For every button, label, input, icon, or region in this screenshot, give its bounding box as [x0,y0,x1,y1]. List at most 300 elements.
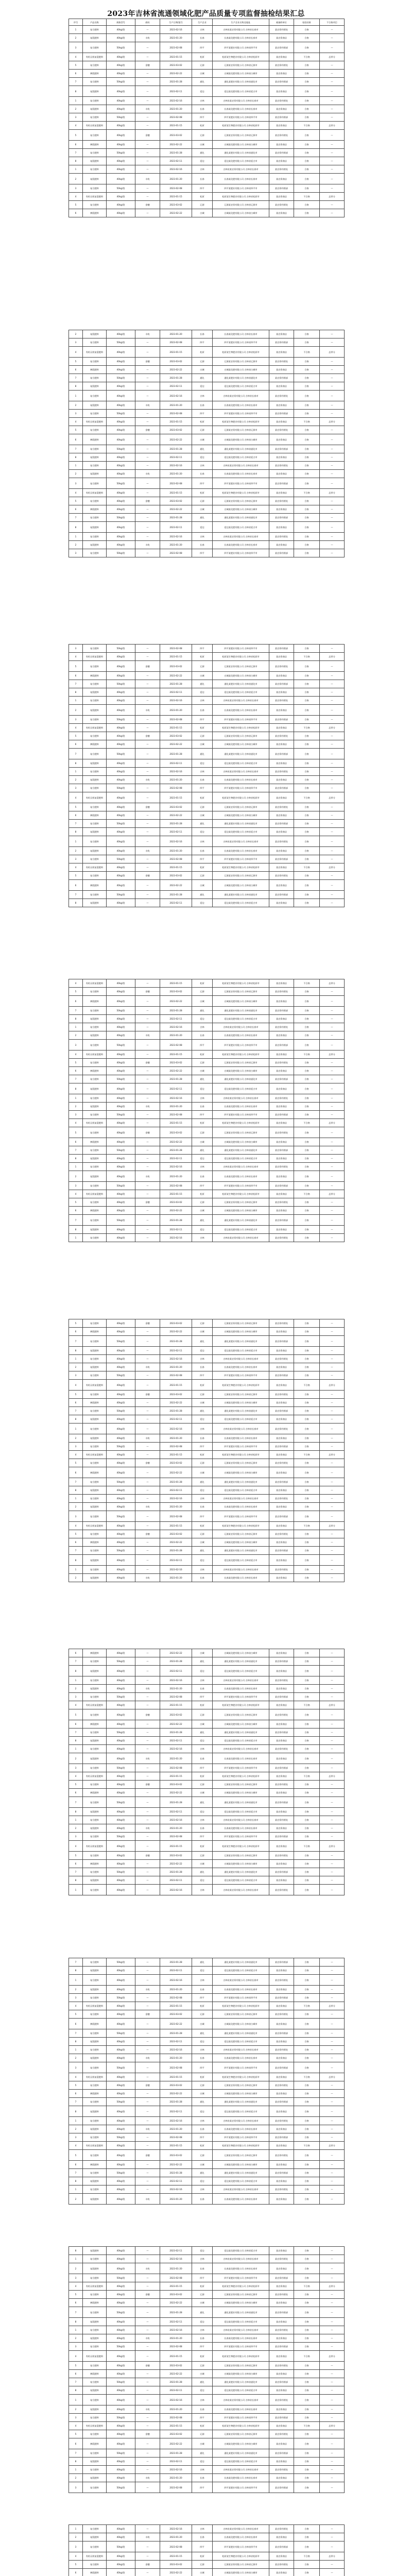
table-cell: — [135,209,160,217]
table-cell: 合格 [294,1163,320,1171]
table-cell: 40kg/袋 [107,1363,135,1371]
table-cell: — [135,645,160,653]
table-cell: 某农资商店 [269,1522,294,1530]
table-cell: — [135,141,160,149]
table-cell: 合格 [294,1566,320,1574]
table-cell: 2023-01-15 [160,1190,192,1198]
table-cell: 40kg/袋 [107,1434,135,1443]
table-row [69,1347,345,1355]
table-cell: 延边某化肥有限公司 吉林省延吉市 [213,1555,269,1566]
table-row [69,445,345,453]
table-cell: 复合肥料 [83,680,107,688]
table-cell: 长春某化肥有限公司 吉林省长春市 [213,705,269,716]
table-cell: 合格 [294,70,320,78]
table-cell: 复合肥料 [83,514,107,522]
table-row [69,1059,345,1067]
table-cell: 白城 [192,2370,213,2378]
table-cell: — [320,2405,345,2414]
table-row [69,1657,345,1666]
table-cell: 合格 [294,2307,320,2318]
table-cell: 2023-01-20 [160,401,192,410]
table-cell: 合格 [294,1728,320,1737]
table-cell: 复混肥料 [83,776,107,784]
table-cell: 2023-03-02 [160,1530,192,1538]
table-cell: 通化 [192,749,213,759]
table-cell: — [135,1182,160,1190]
table-cell: 2023-01-20 [160,1103,192,1111]
table-cell: 2023-02-11 [160,2458,192,2466]
table-cell: 5 [69,1852,83,1860]
table-cell: 某农资经销部 [269,549,294,557]
table-cell: 40kg/袋 [107,2438,135,2449]
table-cell: — [320,2019,345,2029]
table-cell: 松原某生物肥业有限公司 吉林省松原市 [213,418,269,426]
table-cell: 合格 [294,2343,320,2351]
table-cell: — [135,522,160,533]
table-cell: 某农资经销部 [269,1478,294,1486]
table-cell: 某农资经销部 [269,1146,294,1155]
table-cell: — [320,1566,345,1574]
table-row [69,653,345,661]
table-cell: 白城 [192,880,213,891]
table-cell: 吉林省某农资有限公司 吉林省长春市 [213,768,269,776]
table-row [69,201,345,209]
table-cell: 延边 [192,1486,213,1495]
table-cell: 5 [69,1198,83,1207]
table-cell: 3 [69,1994,83,2002]
table-cell: 有机无机复混肥料 [83,1119,107,1127]
table-row [69,1737,345,1745]
table-cell: 40kg/袋 [107,2458,135,2466]
table-cell: 某农资经销部 [269,645,294,653]
table-cell: 2023-02-11 [160,1737,192,1745]
table-cell: 1 [69,1423,83,1434]
table-cell: 合格 [294,1399,320,1407]
table-cell: 通化某肥业有限公司 吉林省通化市 [213,445,269,453]
table-cell: 6 [69,2438,83,2449]
table-cell: 2023-02-08 [160,184,192,193]
table-cell: 长春 [192,1574,213,1582]
table-cell: 丰收 [135,1031,160,1040]
table-cell: 2023-02-22 [160,209,192,217]
table-cell: 2023-03-02 [160,661,192,672]
table-cell: 2023-02-11 [160,86,192,97]
table-cell: 丰收 [135,2125,160,2133]
table-cell: 5 [69,1319,83,1328]
table-cell: 总养分 [320,1380,345,1391]
table-cell: 8 [69,2106,83,2117]
table-cell: — [320,533,345,541]
table-cell: 2023-02-08 [160,338,192,347]
table-cell: 合格 [294,514,320,522]
table-cell: 8 [69,2458,83,2466]
table-cell: 延边某化肥有限公司 吉林省延吉市 [213,86,269,97]
table-cell: 40kg/袋 [107,2422,135,2430]
table-cell: 复合肥料 [83,338,107,347]
table-cell: 有机无机复混肥料 [83,1451,107,1459]
table-cell: — [135,653,160,661]
table-cell: 四平某肥业有限公司 吉林省四平市 [213,2414,269,2422]
table-cell: 松原某生物肥业有限公司 吉林省松原市 [213,2142,269,2150]
result-table-page [68,1319,344,1582]
table-cell: 8 [69,522,83,533]
table-cell: 40kg/袋 [107,434,135,445]
table-cell: 40kg/袋 [107,2255,135,2263]
table-cell: 3 [69,2414,83,2422]
table-row [69,1852,345,1860]
table-cell: 长春 [192,847,213,855]
table-cell: 2023-01-15 [160,1701,192,1709]
table-cell: 合格 [294,1574,320,1582]
table-cell: 复混肥料 [83,174,107,184]
table-cell: — [320,201,345,209]
table-cell: 吉林 [192,2046,213,2054]
table-cell: 某农资商店 [269,1328,294,1336]
table-cell: 合格 [294,2194,320,2205]
table-cell: 长春 [192,1363,213,1371]
table-cell: 2023-02-11 [160,522,192,533]
table-cell: 40kg/袋 [107,2318,135,2326]
table-cell: 某农资商店 [269,1363,294,1371]
table-cell: — [320,1860,345,1868]
table-cell: 1 [69,1975,83,1986]
table-cell: — [320,680,345,688]
table-cell: 50kg/袋 [107,891,135,899]
table-cell: 某农资商店 [269,105,294,113]
table-cell: — [320,2054,345,2062]
table-cell: 某农资经销处 [269,97,294,105]
table-cell: 合格 [294,1138,320,1146]
table-cell: 40kg/袋 [107,2010,135,2019]
table-cell: 四平某肥业有限公司 吉林省四平市 [213,1994,269,2002]
table-cell: — [320,86,345,97]
table-cell: 8 [69,86,83,97]
table-cell: 合格 [294,828,320,836]
table-cell: 四平某肥业有限公司 吉林省四平市 [213,2541,269,2552]
table-cell: 四平 [192,2541,213,2552]
table-cell: — [320,784,345,792]
table-cell: 复合肥料 [83,1407,107,1415]
table-cell: 长春 [192,1753,213,1764]
table-cell: 2023-01-15 [160,2552,192,2561]
table-cell: 2023-02-08 [160,1111,192,1119]
table-cell: 合格 [294,401,320,410]
table-cell: 50kg/袋 [107,1833,135,1841]
table-cell: 8 [69,1015,83,1023]
table-cell: 50kg/袋 [107,1693,135,1701]
table-cell: 吉林 [192,2255,213,2263]
table-cell: — [320,2318,345,2326]
table-cell: 通化某肥业有限公司 吉林省通化市 [213,680,269,688]
table-cell: 延边某化肥有限公司 吉林省延吉市 [213,899,269,907]
table-cell: 合格 [294,855,320,863]
table-cell: — [135,1015,160,1023]
table-cell: 40kg/袋 [107,1031,135,1040]
table-cell: 合格 [294,366,320,374]
table-cell: 2023-02-11 [160,2386,192,2395]
table-row [69,1138,345,1146]
table-cell: — [320,645,345,653]
table-cell: 4 [69,2282,83,2291]
table-cell: 合格 [294,410,320,418]
table-row [69,2422,345,2430]
table-cell: 延边 [192,1415,213,1423]
table-cell: 5 [69,732,83,740]
table-cell: 通化 [192,445,213,453]
table-cell: 某农资商店 [269,505,294,514]
table-cell: — [320,2395,345,2405]
table-cell: — [135,1478,160,1486]
table-cell: — [320,1423,345,1434]
table-cell: 40kg/袋 [107,201,135,209]
table-cell: — [320,1328,345,1336]
table-cell: 2023-02-16 [160,2185,192,2194]
table-cell: 合格 [294,2046,320,2054]
table-cell: 1 [69,2326,83,2334]
table-cell: — [135,2458,160,2466]
table-cell: — [320,1007,345,1015]
table-cell: 吉林 [192,1676,213,1685]
table-cell: — [320,1753,345,1764]
table-cell: 40kg/袋 [107,2150,135,2161]
table-cell: 白城 [192,434,213,445]
table-cell: 合格 [294,1685,320,1693]
table-cell: 合格 [294,1555,320,1566]
table-cell: 50kg/袋 [107,549,135,557]
table-cell: — [135,792,160,803]
table-cell: 不合格 [294,2422,320,2430]
table-cell: 延边 [192,2458,213,2466]
table-cell: 2023-02-22 [160,434,192,445]
table-cell: 掺混肥料 [83,1860,107,1868]
table-cell: 合格 [294,26,320,34]
table-cell: 松原 [192,792,213,803]
table-cell: — [135,2370,160,2378]
table-cell: 合格 [294,1171,320,1182]
table-row [69,836,345,847]
table-cell: 某农资经销处 [269,130,294,141]
table-cell: 3 [69,338,83,347]
table-cell: 吉林省某农资有限公司 吉林省长春市 [213,26,269,34]
table-row [69,391,345,401]
table-cell: 合格 [294,426,320,434]
table-cell: 复混肥料 [83,1967,107,1975]
table-cell: 2023-01-20 [160,2405,192,2414]
table-cell: 2023-03-02 [160,426,192,434]
table-cell: 2023-01-15 [160,979,192,988]
table-cell: 吉林省某农资有限公司 吉林省长春市 [213,2046,269,2054]
table-cell: 2023-01-20 [160,470,192,478]
table-cell: 复合肥料 [83,2169,107,2177]
table-cell: 延边某化肥有限公司 吉林省延吉市 [213,759,269,768]
table-cell: 某农资经销部 [269,1182,294,1190]
table-cell: 合格 [294,2370,320,2378]
table-cell: 某农资经销部 [269,374,294,382]
table-cell: 松原 [192,1190,213,1198]
table-cell: 总养分 [320,489,345,497]
table-cell: 吉林 [192,1495,213,1503]
table-cell: — [135,374,160,382]
table-cell: 50kg/袋 [107,1547,135,1555]
table-row [69,1155,345,1163]
table-cell: — [320,1789,345,1797]
table-cell: 复合肥料 [83,1745,107,1753]
table-cell: 某农资商店 [269,1737,294,1745]
table-row [69,522,345,533]
table-cell: 辽源某农资有限公司 吉林省辽源市 [213,872,269,880]
table-cell: 松原某生物肥业有限公司 吉林省松原市 [213,2282,269,2291]
table-cell: 1 [69,462,83,470]
table-cell: — [135,2541,160,2552]
table-cell: 7 [69,1657,83,1666]
table-cell: 2023-02-16 [160,1355,192,1363]
table-cell: 总养分 [320,2351,345,2362]
table-cell: 掺混肥料 [83,1207,107,1215]
table-cell: 2023-02-22 [160,2161,192,2169]
table-cell: 某农资商店 [269,470,294,478]
table-cell: 合格 [294,330,320,338]
table-cell: 有机无机复混肥料 [83,1050,107,1059]
table-row [69,768,345,776]
table-cell: 长春 [192,174,213,184]
table-cell: 复混肥料 [83,1986,107,1994]
table-cell: 2023-01-15 [160,863,192,872]
table-row [69,1319,345,1328]
table-cell: 某农资商店 [269,672,294,680]
table-cell: 2023-01-20 [160,1574,192,1582]
table-cell: 1 [69,1816,83,1824]
table-cell: 长春某化肥有限公司 吉林省长春市 [213,2334,269,2343]
table-cell: 总养分 [320,2142,345,2150]
table-cell: 掺混肥料 [83,209,107,217]
table-cell: 复合肥料 [83,2326,107,2334]
table-cell: 合格 [294,2169,320,2177]
table-cell: 40kg/袋 [107,1328,135,1336]
table-cell: — [135,391,160,401]
table-cell: 40kg/袋 [107,1023,135,1031]
table-cell: 不合格 [294,1380,320,1391]
table-cell: 1 [69,1495,83,1503]
table-cell: 某农资商店 [269,1772,294,1781]
table-row [69,497,345,505]
table-cell: 2023-02-08 [160,1443,192,1451]
table-cell: — [135,2177,160,2185]
table-cell: — [320,505,345,514]
table-cell: — [135,2318,160,2326]
table-row [69,1146,345,1155]
table-cell: 复合肥料 [83,358,107,366]
table-cell: 合格 [294,1234,320,1242]
table-cell: 延边某化肥有限公司 吉林省延吉市 [213,1226,269,1234]
table-cell: 合格 [294,996,320,1007]
table-cell: 通化 [192,1146,213,1155]
table-cell: 吉林 [192,1816,213,1824]
table-row [69,1530,345,1538]
table-row [69,1967,345,1975]
table-cell: 四平某肥业有限公司 吉林省四平市 [213,1111,269,1119]
table-cell: 50kg/袋 [107,645,135,653]
table-cell: 2023-02-11 [160,1415,192,1423]
table-cell: 四平某肥业有限公司 吉林省四平市 [213,1693,269,1701]
table-cell: 2023-01-28 [160,680,192,688]
table-cell: 40kg/袋 [107,1676,135,1685]
table-cell: 50kg/袋 [107,2482,135,2493]
table-cell: 4 [69,418,83,426]
table-cell: — [320,1319,345,1328]
table-cell: 辽源某农资有限公司 吉林省辽源市 [213,1852,269,1860]
table-cell: 长春某化肥有限公司 吉林省长春市 [213,2533,269,2541]
table-row [69,2561,345,2569]
table-cell: 合格 [294,2541,320,2552]
table-cell: 合格 [294,2161,320,2169]
table-cell: 某农资商店 [269,1119,294,1127]
table-cell: 合格 [294,1495,320,1503]
table-cell: 金穗 [135,1127,160,1138]
table-cell: 某农资商店 [269,522,294,533]
table-cell: 辽源 [192,61,213,70]
table-cell: 1 [69,2185,83,2194]
table-cell: 复合肥料 [83,2010,107,2019]
column-header: 规格型号 [107,19,135,26]
table-cell: 四平 [192,2062,213,2073]
table-cell: — [320,541,345,549]
table-cell: 白城某化肥有限公司 吉林省白城市 [213,1138,269,1146]
table-cell: 四平 [192,855,213,863]
table-cell: 复合肥料 [83,1495,107,1503]
table-cell: 2023-01-28 [160,2378,192,2386]
table-cell: — [320,2150,345,2161]
table-row [69,688,345,697]
table-cell: 合格 [294,2405,320,2414]
table-cell: 某农资经销部 [269,2098,294,2106]
table-cell: 辽源某农资有限公司 吉林省辽源市 [213,2362,269,2370]
table-cell: 50kg/袋 [107,1407,135,1415]
table-cell: — [320,78,345,86]
table-cell: 40kg/袋 [107,776,135,784]
table-row [69,2263,345,2274]
table-row [69,165,345,174]
table-cell: 2023-02-22 [160,70,192,78]
table-cell: 复合肥料 [83,1833,107,1841]
table-cell: 吉林省某农资有限公司 吉林省长春市 [213,1745,269,1753]
table-cell: — [135,1745,160,1753]
column-header: 检验结果 [294,19,320,26]
table-cell: — [320,1808,345,1816]
table-cell: 合格 [294,1986,320,1994]
table-cell: — [320,2378,345,2386]
table-cell: — [320,174,345,184]
table-cell: 有机无机复混肥料 [83,2002,107,2010]
table-cell: 2023-01-15 [160,347,192,358]
table-cell: 40kg/袋 [107,2299,135,2307]
table-cell: — [135,716,160,724]
table-cell: 某农资经销部 [269,1797,294,1808]
table-cell: 长春 [192,2474,213,2482]
table-cell: 复合肥料 [83,2362,107,2370]
table-cell: 2023-01-15 [160,2282,192,2291]
table-cell: 2023-01-20 [160,1434,192,1443]
table-cell: 合格 [294,672,320,680]
table-cell: 2023-02-11 [160,2038,192,2046]
table-cell: 复合肥料 [83,697,107,705]
table-row [69,1443,345,1451]
table-cell: — [320,2255,345,2263]
table-cell: 某农资经销处 [269,836,294,847]
table-cell: 白城某化肥有限公司 吉林省白城市 [213,2370,269,2378]
table-cell: — [135,1772,160,1781]
table-cell: 合格 [294,165,320,174]
table-cell: 2023-02-11 [160,688,192,697]
